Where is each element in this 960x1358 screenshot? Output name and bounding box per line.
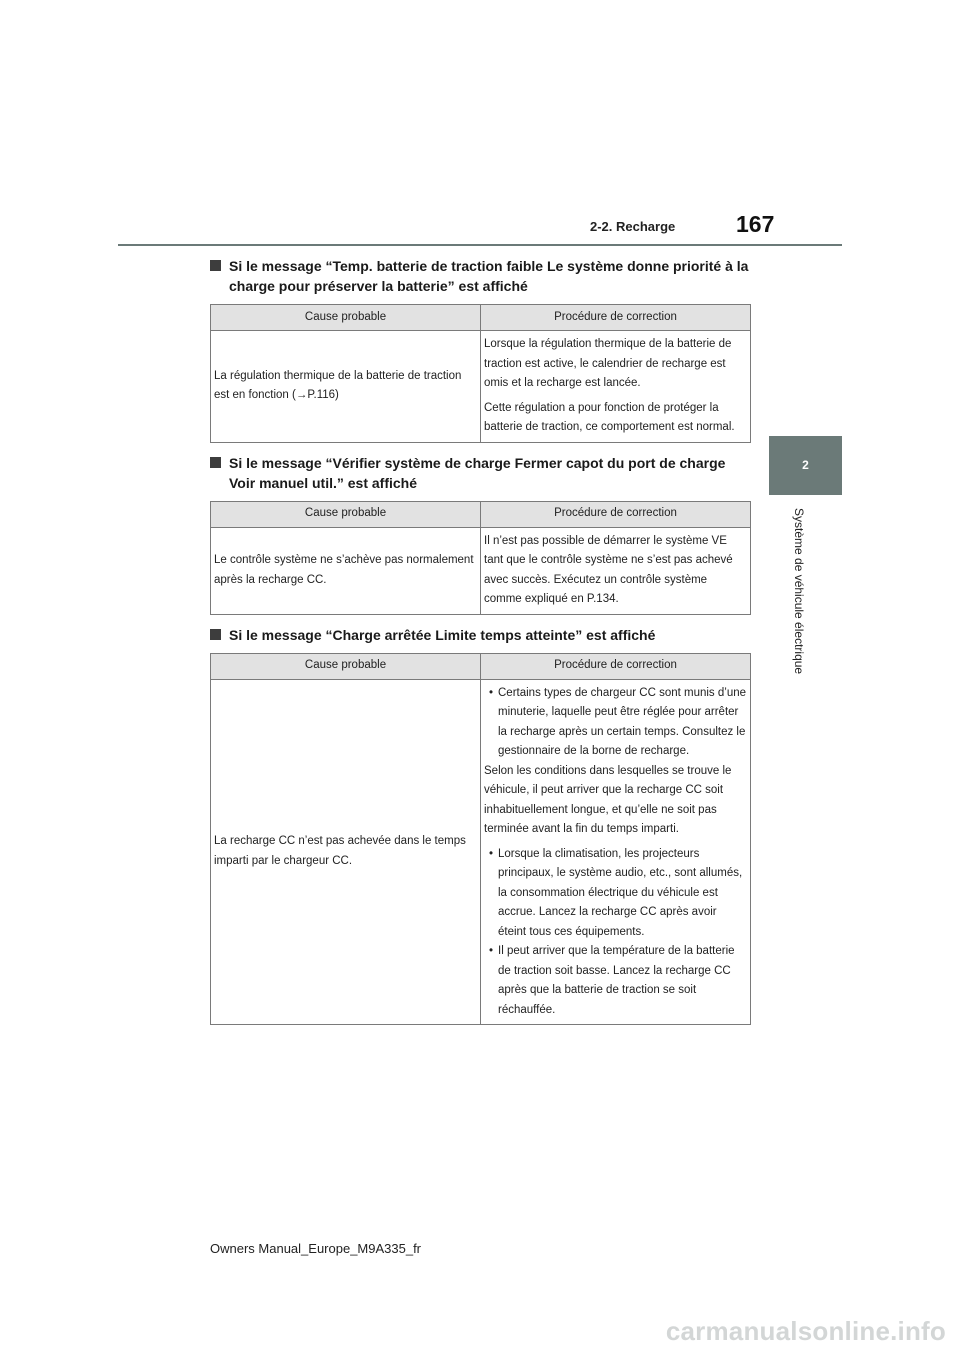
bullet-dot-icon: • [488,945,494,957]
procedure-cell [481,679,751,1025]
header-divider [118,244,842,246]
procedure-cell [481,527,751,614]
section-heading [210,256,750,296]
procedure-paragraph: Lorsque la régulation thermique de la batterie de traction est active, le calendrier de recharge est omis et la recharge est lancée. [484,338,732,389]
square-bullet-icon [210,260,221,271]
procedure-cell [481,331,751,443]
square-bullet-icon [210,629,221,640]
square-bullet-icon [210,457,221,468]
procedure-bullet [484,845,747,943]
table-header-row [211,653,751,679]
procedure-paragraph: Il n’est pas possible de démarrer le système VE tant que le contrôle système ne s’est pas achevé avec succès. Exécutez un contrôle système comme expliqué en P.134. [484,534,733,605]
chapter-label: Système de véhicule électrique [792,508,806,675]
procedure-bullet [484,684,747,762]
bullet-text: Certains types de chargeur CC sont munis d’une minuterie, laquelle peut être réglée pour arrêter la recharge après un certain temps. Consultez le gestionnaire de la borne de recharge. [498,686,747,757]
column-header-procedure: Procédure de correction [481,501,751,527]
troubleshooting-table [210,304,751,443]
table-row [211,527,751,614]
main-content [210,256,750,1035]
bullet-text: Il peut arriver que la température de la batterie de traction soit basse. Lancez la recharge CC après que la batterie de traction se soit réchauffée. [498,945,735,1016]
procedure-bullet [484,942,747,1020]
cause-cell: La régulation thermique de la batterie de traction est en fonction (→P.116) [211,331,481,443]
document-footer: Owners Manual_Europe_M9A335_fr [210,1241,422,1256]
procedure-paragraph: Cette régulation a pour fonction de protéger la batterie de traction, ce comportement est normal. [484,401,735,433]
watermark-logo: carmanualsonline.info [665,1316,946,1346]
table-header-row [211,501,751,527]
chapter-tab[interactable]: 2 [769,436,842,495]
procedure-paragraph: Selon les conditions dans lesquelles se trouve le véhicule, il peut arriver que la recharge CC soit inhabituellement longue, et qu’elle ne soit pas terminée avant la fin du temps imparti. [484,764,732,835]
section-title: 2-2. Recharge [590,219,676,234]
section-heading [210,625,750,645]
column-header-cause: Cause probable [211,653,481,679]
bullet-dot-icon: • [488,686,494,699]
column-header-procedure: Procédure de correction [481,305,751,331]
page-number: 167 [736,211,775,237]
column-header-cause: Cause probable [211,501,481,527]
cause-cell: Le contrôle système ne s’achève pas normalement après la recharge CC. [211,527,481,614]
table-row [211,331,751,443]
column-header-cause: Cause probable [211,305,481,331]
table-row [211,679,751,1025]
table-header-row [211,305,751,331]
section-heading-text: Si le message “Charge arrêtée Limite temps atteinte” est affiché [229,626,656,643]
column-header-procedure: Procédure de correction [481,653,751,679]
bullet-dot-icon: • [488,847,494,860]
troubleshooting-table [210,501,751,615]
section-heading [210,453,750,493]
troubleshooting-table [210,653,751,1026]
section-heading-text: Si le message “Vérifier système de charge Fermer capot du port de charge Voir manuel util.” est affiché [229,454,726,491]
cause-cell: La recharge CC n’est pas achevée dans le temps imparti par le chargeur CC. [211,679,481,1025]
section-heading-text: Si le message “Temp. batterie de traction faible Le système donne priorité à la charge pour préserver la batterie” est affiché [229,258,749,294]
bullet-text: Lorsque la climatisation, les projecteurs principaux, le système audio, etc., sont allumés, la consommation électrique du véhicule est accrue. Lancez la recharge CC après avoir éteint tous ces équipements. [498,847,743,938]
